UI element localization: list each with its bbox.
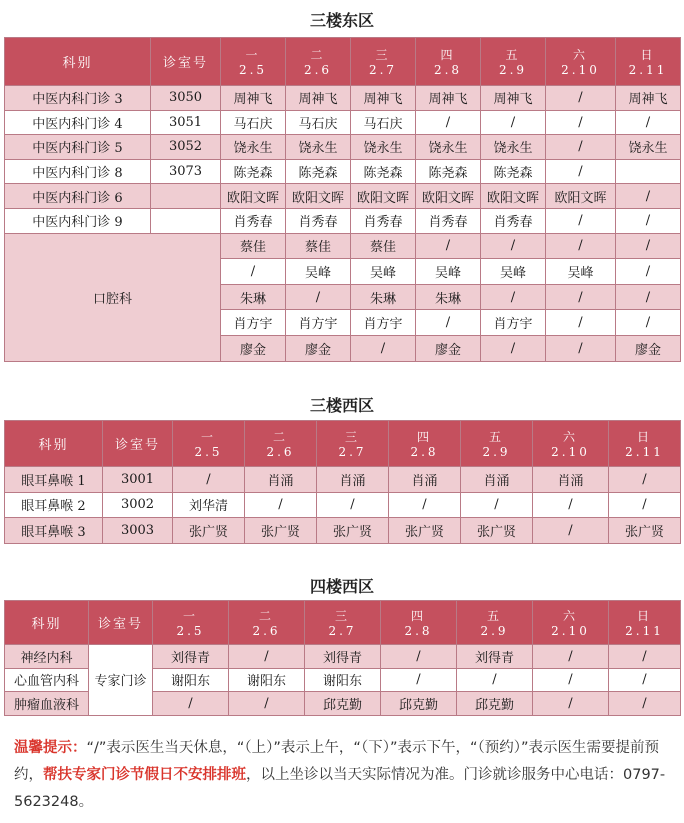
- header-day: [481, 38, 546, 86]
- doctor-cell: /: [546, 233, 616, 259]
- doctor-cell: /: [416, 110, 481, 135]
- doctor-cell: 廖金: [286, 335, 351, 361]
- doctor-cell: /: [416, 310, 481, 336]
- room-cell: 3002: [103, 492, 173, 518]
- doctor-cell: /: [457, 668, 533, 692]
- header-weekday: 四: [440, 48, 456, 62]
- header-weekday: 六: [562, 430, 578, 444]
- doctor-cell: /: [616, 310, 681, 336]
- doctor-cell: /: [533, 692, 609, 716]
- doctor-cell: 张广贤: [389, 518, 461, 544]
- doctor-cell: 蔡佳: [221, 233, 286, 259]
- header-weekday: 六: [572, 48, 588, 62]
- header-day: [389, 421, 461, 467]
- doctor-cell: 肖涌: [245, 467, 317, 493]
- doctor-cell: /: [317, 492, 389, 518]
- table-row: [5, 208, 681, 233]
- doctor-cell: /: [229, 645, 305, 669]
- doctor-cell: 周神飞: [481, 86, 546, 111]
- table-row: [5, 135, 681, 160]
- header-day: [245, 421, 317, 467]
- header-weekday: 日: [636, 609, 652, 623]
- table-row: [5, 86, 681, 111]
- dept-cell: 中医内科门诊 8: [5, 159, 151, 184]
- doctor-cell: /: [546, 135, 616, 160]
- doctor-cell: /: [546, 159, 616, 184]
- header-date: 2.6: [303, 63, 333, 77]
- doctor-cell: /: [245, 492, 317, 518]
- doctor-cell: 肖秀春: [286, 208, 351, 233]
- doctor-cell: /: [221, 259, 286, 285]
- doctor-cell: 欧阳文晖: [351, 184, 416, 209]
- header-date: 2.10: [561, 63, 600, 77]
- doctor-cell: 张广贤: [609, 518, 681, 544]
- header-day: [416, 38, 481, 86]
- header-date: 2.11: [628, 63, 668, 77]
- doctor-cell: /: [616, 233, 681, 259]
- doctor-cell: 肖涌: [533, 467, 609, 493]
- doctor-cell: 肖涌: [317, 467, 389, 493]
- doctor-cell: 张广贤: [173, 518, 245, 544]
- doctor-cell: 周神飞: [616, 86, 681, 111]
- doctor-cell: 朱琳: [416, 284, 481, 310]
- dept-cell: 眼耳鼻喉 2: [5, 492, 103, 518]
- notice-label: 温馨提示：: [14, 740, 87, 756]
- room-cell: [151, 184, 221, 209]
- doctor-cell: /: [609, 492, 681, 518]
- room-cell-expert: 专家门诊: [89, 645, 153, 716]
- header-date: 2.6: [266, 445, 295, 459]
- room-cell: 3050: [151, 86, 221, 111]
- doctor-cell: 马石庆: [286, 110, 351, 135]
- doctor-cell: 肖涌: [389, 467, 461, 493]
- doctor-cell: 周神飞: [416, 86, 481, 111]
- doctor-cell: 周神飞: [286, 86, 351, 111]
- doctor-cell: /: [381, 645, 457, 669]
- doctor-cell: 蔡佳: [351, 233, 416, 259]
- doctor-cell: 廖金: [221, 335, 286, 361]
- header-day: [305, 601, 381, 645]
- doctor-cell: /: [546, 284, 616, 310]
- doctor-cell: 肖秀春: [481, 208, 546, 233]
- doctor-cell: /: [609, 467, 681, 493]
- header-weekday: 日: [636, 430, 652, 444]
- doctor-cell: 欧阳文晖: [546, 184, 616, 209]
- header-day: [533, 601, 609, 645]
- dept-cell: 中医内科门诊 9: [5, 208, 151, 233]
- header-date: 2.10: [551, 624, 590, 638]
- header-day: [609, 421, 681, 467]
- table-row: [5, 645, 681, 669]
- doctor-cell: /: [381, 668, 457, 692]
- doctor-cell: /: [416, 233, 481, 259]
- doctor-cell: /: [173, 467, 245, 493]
- header-day: [153, 601, 229, 645]
- header-weekday: 五: [505, 48, 521, 62]
- doctor-cell: 肖秀春: [351, 208, 416, 233]
- header-day: [173, 421, 245, 467]
- doctor-cell: 廖金: [616, 335, 681, 361]
- header-date: 2.8: [410, 445, 439, 459]
- doctor-cell: 刘得青: [457, 645, 533, 669]
- header-date: 2.6: [252, 624, 281, 638]
- doctor-cell: /: [616, 284, 681, 310]
- doctor-cell: 肖方宇: [221, 310, 286, 336]
- doctor-cell: 陈尧森: [221, 159, 286, 184]
- header-weekday: 六: [562, 609, 578, 623]
- room-cell: 3001: [103, 467, 173, 493]
- doctor-cell: 刘得青: [153, 645, 229, 669]
- room-cell: 3003: [103, 518, 173, 544]
- doctor-cell: /: [481, 335, 546, 361]
- header-date: 2.7: [338, 445, 367, 459]
- doctor-cell: 朱琳: [221, 284, 286, 310]
- doctor-cell: /: [546, 335, 616, 361]
- doctor-cell: 陈尧森: [286, 159, 351, 184]
- doctor-cell: /: [481, 284, 546, 310]
- header-day: [546, 38, 616, 86]
- doctor-cell: 陈尧森: [481, 159, 546, 184]
- header-weekday: 二: [272, 430, 288, 444]
- header-date: 2.9: [482, 445, 511, 459]
- table-row: [5, 518, 681, 544]
- doctor-cell: 饶永生: [221, 135, 286, 160]
- header-day: [286, 38, 351, 86]
- doctor-cell: /: [609, 668, 681, 692]
- header-date: 2.11: [625, 624, 664, 638]
- doctor-cell: /: [546, 208, 616, 233]
- header-weekday: 三: [334, 609, 350, 623]
- header-weekday: 三: [375, 48, 391, 62]
- doctor-cell: 饶永生: [616, 135, 681, 160]
- doctor-cell: 蔡佳: [286, 233, 351, 259]
- section-title-west3: 三楼西区: [309, 396, 374, 415]
- header-date: 2.7: [368, 63, 398, 77]
- header-weekday: 四: [416, 430, 432, 444]
- doctor-cell: /: [616, 184, 681, 209]
- doctor-cell: 张广贤: [317, 518, 389, 544]
- header-row: [5, 38, 681, 86]
- header-weekday: 一: [200, 430, 216, 444]
- doctor-cell: 周神飞: [221, 86, 286, 111]
- doctor-cell: /: [609, 692, 681, 716]
- doctor-cell: 吴峰: [546, 259, 616, 285]
- header-date: 2.7: [328, 624, 357, 638]
- room-cell: 3052: [151, 135, 221, 160]
- header-date: 2.9: [498, 63, 528, 77]
- dept-cell: 中医内科门诊 6: [5, 184, 151, 209]
- doctor-cell: /: [616, 259, 681, 285]
- doctor-cell: 刘得青: [305, 645, 381, 669]
- doctor-cell: /: [533, 518, 609, 544]
- header-dept: 科别: [5, 421, 103, 467]
- header-day: [317, 421, 389, 467]
- doctor-cell: 吴峰: [481, 259, 546, 285]
- doctor-cell: 谢阳东: [305, 668, 381, 692]
- header-weekday: 五: [486, 609, 502, 623]
- doctor-cell: /: [609, 645, 681, 669]
- table-row: [5, 184, 681, 209]
- dept-cell: 中医内科门诊 5: [5, 135, 151, 160]
- doctor-cell: 吴峰: [416, 259, 481, 285]
- header-date: 2.5: [194, 445, 223, 459]
- header-weekday: 四: [410, 609, 426, 623]
- doctor-cell: [616, 159, 681, 184]
- doctor-cell: /: [351, 335, 416, 361]
- table-row: [5, 233, 681, 259]
- header-row: [5, 601, 681, 645]
- doctor-cell: 肖方宇: [286, 310, 351, 336]
- doctor-cell: 肖秀春: [416, 208, 481, 233]
- doctor-cell: 张广贤: [461, 518, 533, 544]
- room-cell: 3073: [151, 159, 221, 184]
- header-weekday: 一: [182, 609, 198, 623]
- dept-cell: 心血管内科: [5, 668, 89, 692]
- doctor-cell: /: [546, 86, 616, 111]
- header-day: [609, 601, 681, 645]
- doctor-cell: /: [616, 208, 681, 233]
- doctor-cell: 陈尧森: [416, 159, 481, 184]
- doctor-cell: /: [481, 110, 546, 135]
- doctor-cell: 欧阳文晖: [416, 184, 481, 209]
- header-day: [381, 601, 457, 645]
- dept-cell: 肿瘤血液科: [5, 692, 89, 716]
- doctor-cell: /: [481, 233, 546, 259]
- doctor-cell: /: [533, 668, 609, 692]
- header-day: [229, 601, 305, 645]
- table-row: [5, 110, 681, 135]
- header-room: 诊室号: [103, 421, 173, 467]
- header-day: [221, 38, 286, 86]
- dept-cell: 眼耳鼻喉 1: [5, 467, 103, 493]
- header-date: 2.8: [404, 624, 433, 638]
- header-date: 2.5: [176, 624, 205, 638]
- doctor-cell: 邱克勤: [381, 692, 457, 716]
- doctor-cell: /: [461, 492, 533, 518]
- dept-cell: 神经内科: [5, 645, 89, 669]
- doctor-cell: 肖方宇: [481, 310, 546, 336]
- doctor-cell: /: [533, 492, 609, 518]
- header-row: [5, 421, 681, 467]
- header-weekday: 一: [245, 48, 261, 62]
- header-weekday: 五: [488, 430, 504, 444]
- room-cell: 3051: [151, 110, 221, 135]
- doctor-cell: 周神飞: [351, 86, 416, 111]
- schedule-table-west4: [4, 600, 681, 716]
- doctor-cell: 肖秀春: [221, 208, 286, 233]
- header-day: [461, 421, 533, 467]
- table-row: [5, 159, 681, 184]
- doctor-cell: 马石庆: [221, 110, 286, 135]
- section-title-east3: 三楼东区: [309, 11, 374, 30]
- doctor-cell: /: [616, 110, 681, 135]
- doctor-cell: 谢阳东: [229, 668, 305, 692]
- doctor-cell: 吴峰: [286, 259, 351, 285]
- header-date: 2.10: [551, 445, 590, 459]
- header-day: [616, 38, 681, 86]
- doctor-cell: 张广贤: [245, 518, 317, 544]
- room-cell: [151, 208, 221, 233]
- doctor-cell: 朱琳: [351, 284, 416, 310]
- doctor-cell: 饶永生: [481, 135, 546, 160]
- header-weekday: 二: [310, 48, 326, 62]
- dept-cell: 中医内科门诊 3: [5, 86, 151, 111]
- doctor-cell: 吴峰: [351, 259, 416, 285]
- doctor-cell: 刘华清: [173, 492, 245, 518]
- header-day: [351, 38, 416, 86]
- notice-text-2: ，以上坐诊以当天实际情况为准。门诊就诊服务中心电话：0797-5623248。: [14, 767, 666, 810]
- notice-highlight: 帮扶专家门诊节假日不安排排班: [43, 767, 246, 783]
- doctor-cell: 欧阳文晖: [221, 184, 286, 209]
- header-weekday: 三: [344, 430, 360, 444]
- doctor-cell: 廖金: [416, 335, 481, 361]
- dept-cell-kouqiang: 口腔科: [5, 233, 221, 361]
- schedule-table-east3: [4, 37, 681, 362]
- doctor-cell: 邱克勤: [305, 692, 381, 716]
- dept-cell: 中医内科门诊 4: [5, 110, 151, 135]
- header-dept: 科别: [5, 601, 89, 645]
- doctor-cell: 谢阳东: [153, 668, 229, 692]
- section-title-west4: 四楼西区: [309, 577, 374, 596]
- doctor-cell: 肖方宇: [351, 310, 416, 336]
- notice: [14, 735, 674, 816]
- doctor-cell: 饶永生: [351, 135, 416, 160]
- header-day: [533, 421, 609, 467]
- header-day: [457, 601, 533, 645]
- doctor-cell: 欧阳文晖: [481, 184, 546, 209]
- table-row: [5, 467, 681, 493]
- dept-cell: 眼耳鼻喉 3: [5, 518, 103, 544]
- doctor-cell: 饶永生: [416, 135, 481, 160]
- header-room: 诊室号: [151, 38, 221, 86]
- schedule-table-west3: [4, 420, 681, 544]
- header-weekday: 日: [640, 48, 656, 62]
- header-date: 2.8: [433, 63, 463, 77]
- notice-text-1: “/”表示医生当天休息，“（上）”表示上午，“（下）”表示下午，“（预约）”表示医生需要提前预约，: [14, 740, 659, 783]
- doctor-cell: /: [546, 310, 616, 336]
- doctor-cell: /: [229, 692, 305, 716]
- doctor-cell: /: [389, 492, 461, 518]
- header-room: 诊室号: [89, 601, 153, 645]
- doctor-cell: 陈尧森: [351, 159, 416, 184]
- doctor-cell: 欧阳文晖: [286, 184, 351, 209]
- doctor-cell: /: [533, 645, 609, 669]
- header-weekday: 二: [258, 609, 274, 623]
- header-date: 2.11: [625, 445, 664, 459]
- doctor-cell: /: [153, 692, 229, 716]
- doctor-cell: /: [286, 284, 351, 310]
- doctor-cell: 肖涌: [461, 467, 533, 493]
- doctor-cell: 马石庆: [351, 110, 416, 135]
- doctor-cell: 邱克勤: [457, 692, 533, 716]
- header-date: 2.5: [238, 63, 268, 77]
- doctor-cell: /: [546, 110, 616, 135]
- header-date: 2.9: [480, 624, 509, 638]
- table-row: [5, 492, 681, 518]
- doctor-cell: 饶永生: [286, 135, 351, 160]
- header-dept: 科别: [5, 38, 151, 86]
